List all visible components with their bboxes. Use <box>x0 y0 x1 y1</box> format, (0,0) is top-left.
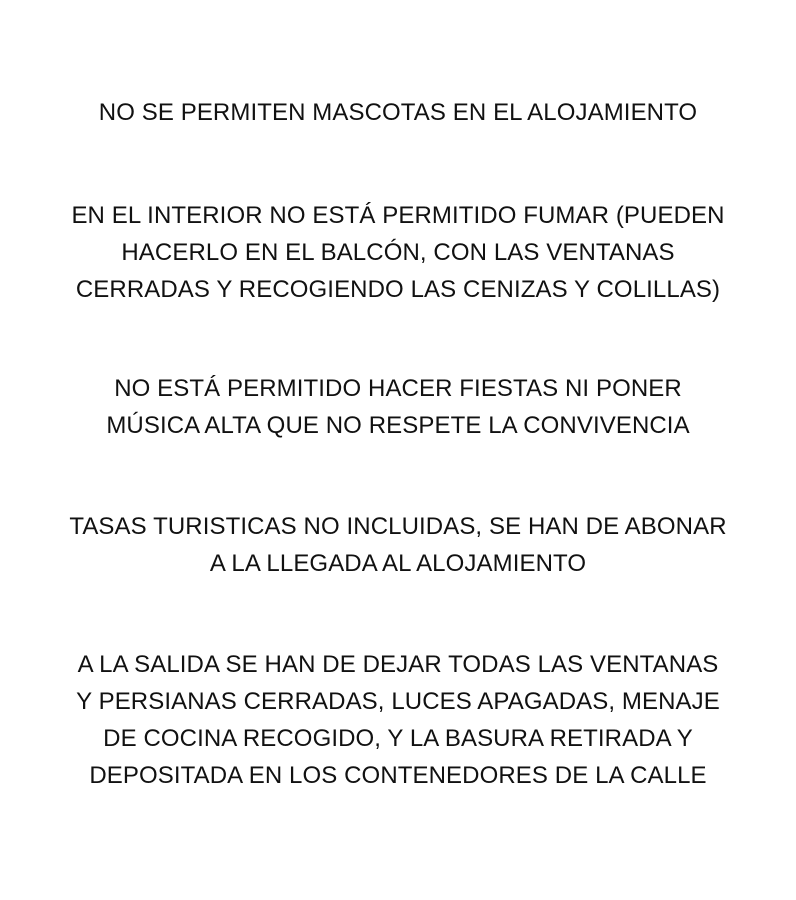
rule-line: MÚSICA ALTA QUE NO RESPETE LA CONVIVENCIA <box>106 412 690 439</box>
rule-line: HACERLO EN EL BALCÓN, CON LAS VENTANAS <box>121 239 675 266</box>
rule-tourist-tax <box>0 508 796 582</box>
rule-line: CERRADAS Y RECOGIENDO LAS CENIZAS Y COLILLAS) <box>75 276 721 303</box>
rule-line: NO ESTÁ PERMITIDO HACER FIESTAS NI PONER <box>114 375 682 402</box>
rule-checkout <box>0 646 796 794</box>
rule-line: DEPOSITADA EN LOS CONTENEDORES DE LA CALLE <box>89 762 707 789</box>
rule-no-parties <box>0 370 796 444</box>
rule-line: EN EL INTERIOR NO ESTÁ PERMITIDO FUMAR (PUEDEN <box>71 202 725 229</box>
rule-line: TASAS TURISTICAS NO INCLUIDAS, SE HAN DE ABONAR <box>69 513 727 540</box>
rule-no-smoking <box>0 197 796 308</box>
rule-line: A LA SALIDA SE HAN DE DEJAR TODAS LAS VENTANAS <box>77 651 719 678</box>
rule-line: A LA LLEGADA AL ALOJAMIENTO <box>209 550 587 577</box>
rule-line: DE COCINA RECOGIDO, Y LA BASURA RETIRADA Y <box>103 725 693 752</box>
rule-line: NO SE PERMITEN MASCOTAS EN EL ALOJAMIENTO <box>98 99 698 126</box>
rule-line: Y PERSIANAS CERRADAS, LUCES APAGADAS, MENAJE <box>76 688 720 715</box>
rule-no-pets <box>0 94 796 131</box>
